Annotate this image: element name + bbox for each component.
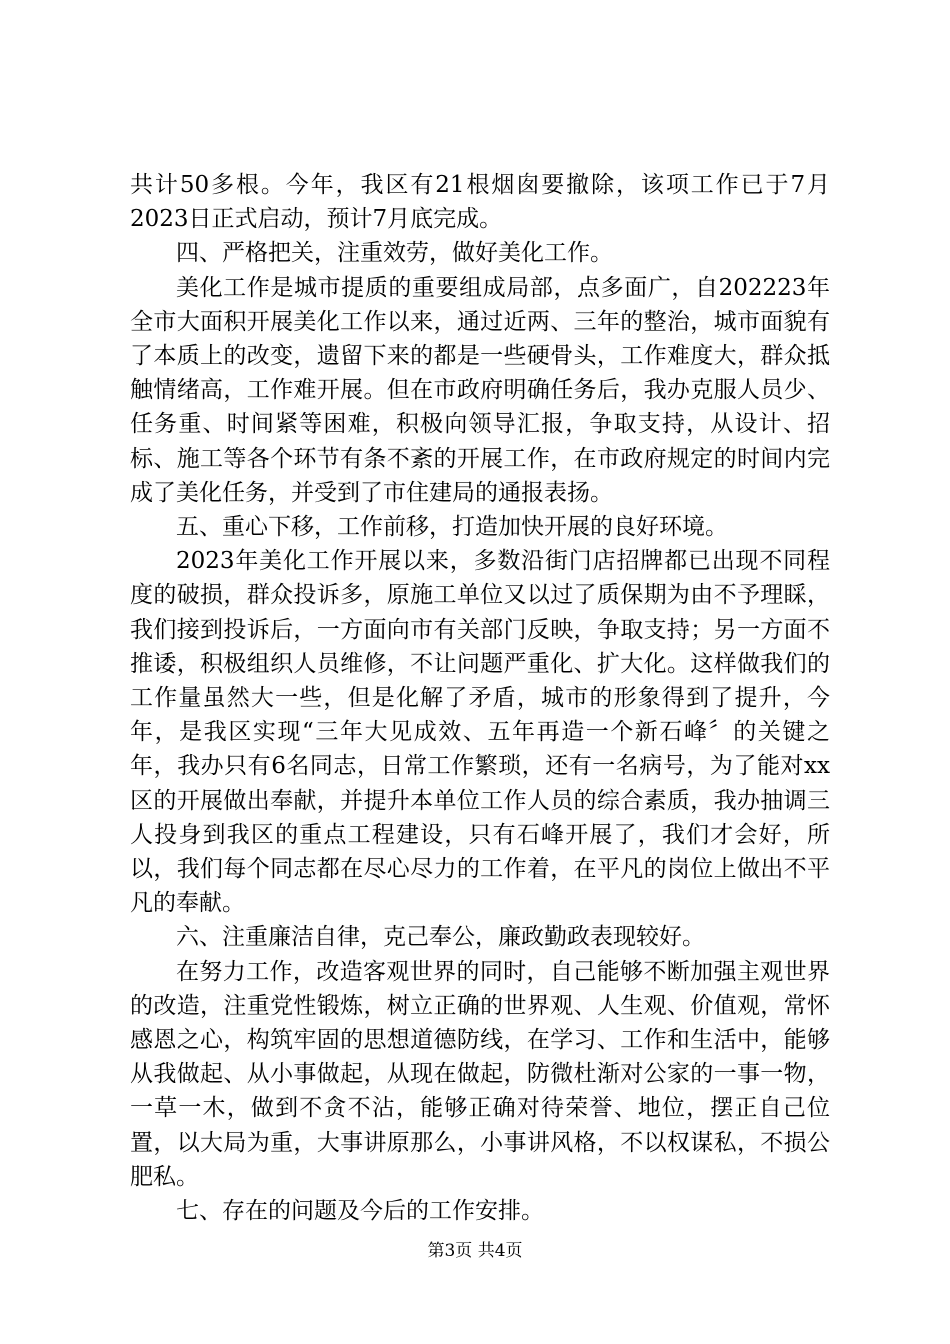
paragraph-beautification: 美化工作是城市提质的重要组成局部，点多面广，自202223年全市大面积开展美化工作以来，通过近两、三年的整治，城市面貌有了本质上的改变，遗留下来的都是一些硬骨头，工作难度大，群众抵触情绪高，工作难开展。但在市政府明确任务后，我办克服人员少、任务重、时间紧等困难，积极向领导汇报，争取支持，从设计、招标、施工等各个环节有条不紊的开展工作，在市政府规定的时间内完成了美化任务，并受到了市住建局的通报表扬。 (130, 274, 830, 506)
document-body (130, 168, 830, 1228)
paragraph-shift-focus: 2023年美化工作开展以来，多数沿街门店招牌都已出现不同程度的破损，群众投诉多，原施工单位又以过了质保期为由不予理睬，我们接到投诉后，一方面向市有关部门反映，争取支持；另一方面不推诿，积极组织人员维修，不让问题严重化、扩大化。这样做我们的工作量虽然大一些，但是化解了矛盾，城市的形象得到了提升，今年，是我区实现“三年大见成效、五年再造一个新石峰〞的关键之年，我办只有6名同志，日常工作繁琐，还有一名病号，为了能对xx区的开展做出奉献，并提升本单位工作人员的综合素质，我办抽调三人投身到我区的重点工程建设，只有石峰开展了，我们才会好，所以，我们每个同志都在尽心尽力的工作着，在平凡的岗位上做出不平凡的奉献。 (130, 548, 830, 917)
section-heading-7: 七、存在的问题及今后的工作安排。 (176, 1198, 544, 1225)
paragraph-continuation: 共计50多根。今年，我区有21根烟囱要撤除，该项工作已于7月2023日正式启动，预计7月底完成。 (130, 172, 830, 233)
section-heading-6: 六、注重廉洁自律，克己奉公，廉政勤政表现较好。 (176, 924, 705, 951)
page-footer: 第3页 共4页 (427, 1241, 523, 1261)
section-heading-4: 四、严格把关，注重效劳，做好美化工作。 (176, 240, 613, 267)
section-heading-5: 五、重心下移，工作前移，打造加快开展的良好环境。 (176, 514, 728, 541)
paragraph-integrity: 在努力工作，改造客观世界的同时，自己能够不断加强主观世界的改造，注重党性锻炼，树立正确的世界观、人生观、价值观，常怀感恩之心，构筑牢固的思想道德防线，在学习、工作和生活中，能够从我做起、从小事做起，从现在做起，防微杜渐对公家的一事一物，一草一木，做到不贪不沾，能够正确对待荣誉、地位，摆正自己位置，以大局为重，大事讲原那么，小事讲风格，不以权谋私，不损公肥私。 (130, 958, 830, 1190)
